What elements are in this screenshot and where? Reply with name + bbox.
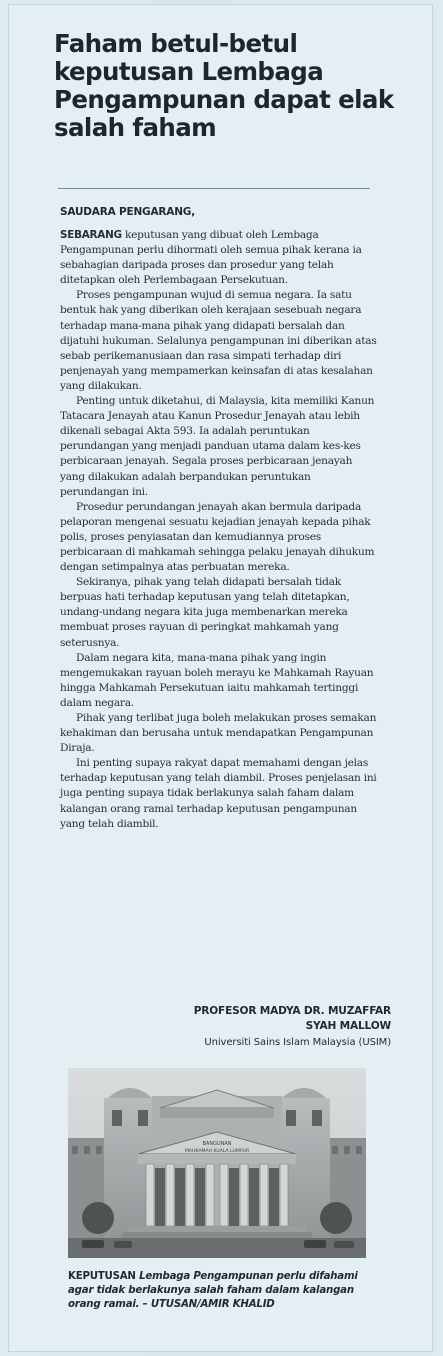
author-name-line-2: SYAH MALLOW xyxy=(305,1020,391,1032)
headline-divider xyxy=(58,188,370,189)
paragraph-7: Pihak yang terlibat juga boleh melakukan proses semakan kehakiman dan berusaha untuk mendapatkan Pengampunan Diraja. xyxy=(60,712,377,755)
paragraph-8: Ini penting supaya rakyat dapat memahami dengan jelas terhadap keputusan yang telah diambil. Proses penjelasan ini juga penting supaya tidak berlakunya salah faham dalam kalangan orang ramai terhadap keputusan pengampunan yang telah diambil. xyxy=(60,757,377,830)
court-sign-line-1: BANGUNAN xyxy=(202,1141,232,1147)
salutation: SAUDARA PENGARANG, xyxy=(60,206,196,218)
paragraph-6: Dalam negara kita, mana-mana pihak yang ingin mengemukakan rayuan boleh merayu ke Mahkamah Rayuan hingga Mahkamah Persekutuan iaitu mahkamah tertinggi dalam negara. xyxy=(60,651,374,709)
paragraph-3: Penting untuk diketahui, di Malaysia, kita memiliki Kanun Tatacara Jenayah atau Kanun Prosedur Jenayah atau lebih dikenali sebagai Akta 593. Ia adalah peruntukan perundangan yang menjadi panduan utama dalam kes-kes perbicaraan jenayah. Segala proses perbicaraan jenayah yang dilakukan adalah berpandukan peruntukan perundangan ini. xyxy=(60,395,375,498)
paragraph-2: Proses pengampunan wujud di semua negara. Ia satu bentuk hak yang diberikan oleh kerajaan sesebuah negara terhadap mana-mana pihak yang didapati bersalah dan dijatuhi hukuman. Selalunya pengampunan ini diberikan atas sebab perikemanusiaan dan rasa simpati terhadap diri penjenayah yang mempamerkan keinsafan di atas kesalahan yang dilakukan. xyxy=(60,289,377,392)
paragraph-1-text: keputusan yang dibuat oleh Lembaga Pengampunan perlu dihormati oleh semua pihak kerana ia sebahagian daripada proses dan prosedur yang telah ditetapkan oleh Perlembagaan Persekutuan. xyxy=(60,229,362,287)
paragraph-4: Prosedur perundangan jenayah akan bermula daripada pelaporan mengenai sesuatu kejadian jenayah kepada pihak polis, proses penyiasatan dan kemudiannya proses perbicaraan di mahkamah sehingga pelaku jenayah dihukum dengan setimpalnya atas perbuatan mereka. xyxy=(60,500,375,574)
court-sign-line-2: MAHKAMAH KUALA LUMPUR xyxy=(184,1149,250,1154)
article-headline: Faham betul-betul keputusan Lembaga Pengampunan dapat elak salah faham xyxy=(54,29,394,142)
photo-caption xyxy=(68,1270,368,1311)
author-name xyxy=(194,1004,391,1034)
court-building-photo xyxy=(68,1068,366,1258)
caption-text: Lembaga Pengampunan perlu difahami agar tidak berlakunya salah faham dalam kalangan orang ramai. – UTUSAN/AMIR KHALID xyxy=(68,1271,358,1310)
author-name-line-1: PROFESOR MADYA DR. MUZAFFAR xyxy=(193,1005,391,1017)
article-body xyxy=(60,228,378,832)
author-block xyxy=(194,1004,391,1050)
paragraph-1 xyxy=(60,228,378,288)
caption-lead-word: KEPUTUSAN xyxy=(68,1271,136,1282)
author-affiliation: Universiti Sains Islam Malaysia (USIM) xyxy=(204,1037,391,1048)
paragraph-5: Sekiranya, pihak yang telah didapati bersalah tidak berpuas hati terhadap keputusan yang telah ditetapkan, undang-undang negara kita juga membenarkan mereka membuat proses rayuan di peringkat mahkamah yang seterusnya. xyxy=(60,576,350,649)
court-building-illustration xyxy=(68,1068,366,1258)
lead-word: SEBARANG xyxy=(60,229,122,241)
